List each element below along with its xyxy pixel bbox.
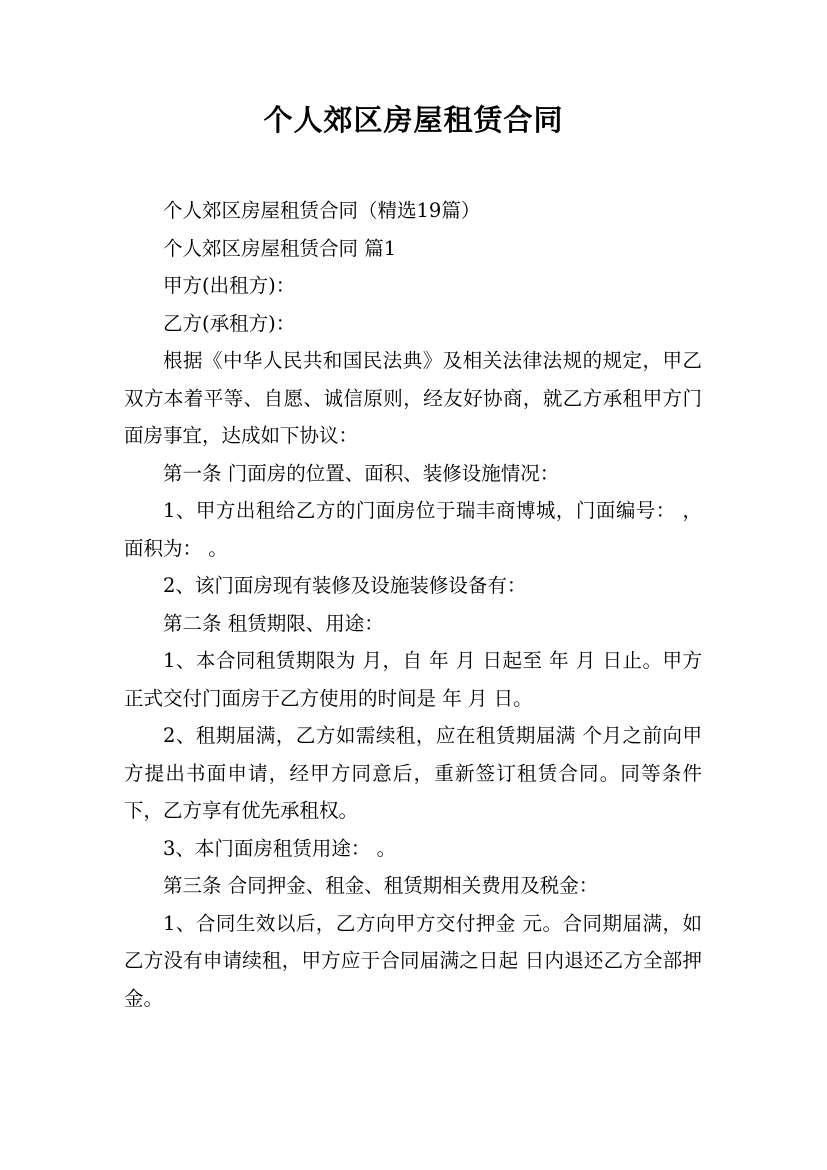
paragraph-article-1-heading: 第一条 门面房的位置、面积、装修设施情况： [163, 461, 560, 485]
paragraph-subtitle: 个人郊区房屋租赁合同（精选19篇） [163, 199, 481, 222]
paragraph-article-2-item-2: 2、租期届满，乙方如需续租，应在租赁期届满 个月之前向甲方提出书面申请，经甲方同意后，重新签订租赁合同。同等条件下，乙方享有优先承租权。 [124, 724, 702, 822]
document-body [124, 192, 702, 1017]
paragraph-article-2-item-3: 3、本门面房租赁用途： 。 [163, 836, 397, 860]
paragraph-chapter-heading: 个人郊区房屋租赁合同 篇1 [163, 236, 397, 260]
paragraph-article-3-item-1: 1、合同生效以后，乙方向甲方交付押金 元。合同期届满，如乙方没有申请续租，甲方应于合同届满之日起 日内退还乙方全部押金。 [124, 911, 702, 1010]
paragraph-article-3-heading: 第三条 合同押金、租金、租赁期相关费用及税金： [163, 874, 599, 897]
paragraph-party-b: 乙方(承租方)： [163, 311, 296, 335]
paragraph-article-1-item-2: 2、该门面房现有装修及设施装修设备有： [163, 574, 527, 597]
paragraph-article-2-item-1: 1、本合同租赁期限为 月，自 年 月 日起至 年 月 日止。甲方正式交付门面房于乙方使用的时间是 年 月 日。 [124, 649, 702, 710]
paragraph-article-2-heading: 第二条 租赁期限、用途： [163, 611, 384, 635]
paragraph-article-1-item-1: 1、甲方出租给乙方的门面房位于瑞丰商博城，门面编号： ，面积为： 。 [124, 499, 702, 560]
document-title: 个人郊区房屋租赁合同 [263, 103, 564, 137]
paragraph-preamble: 根据《中华人民共和国民法典》及相关法律法规的规定，甲乙双方本着平等、自愿、诚信原则，经友好协商，就乙方承租甲方门面房事宜，达成如下协议： [124, 349, 702, 447]
paragraph-party-a: 甲方(出租方)： [163, 274, 296, 297]
